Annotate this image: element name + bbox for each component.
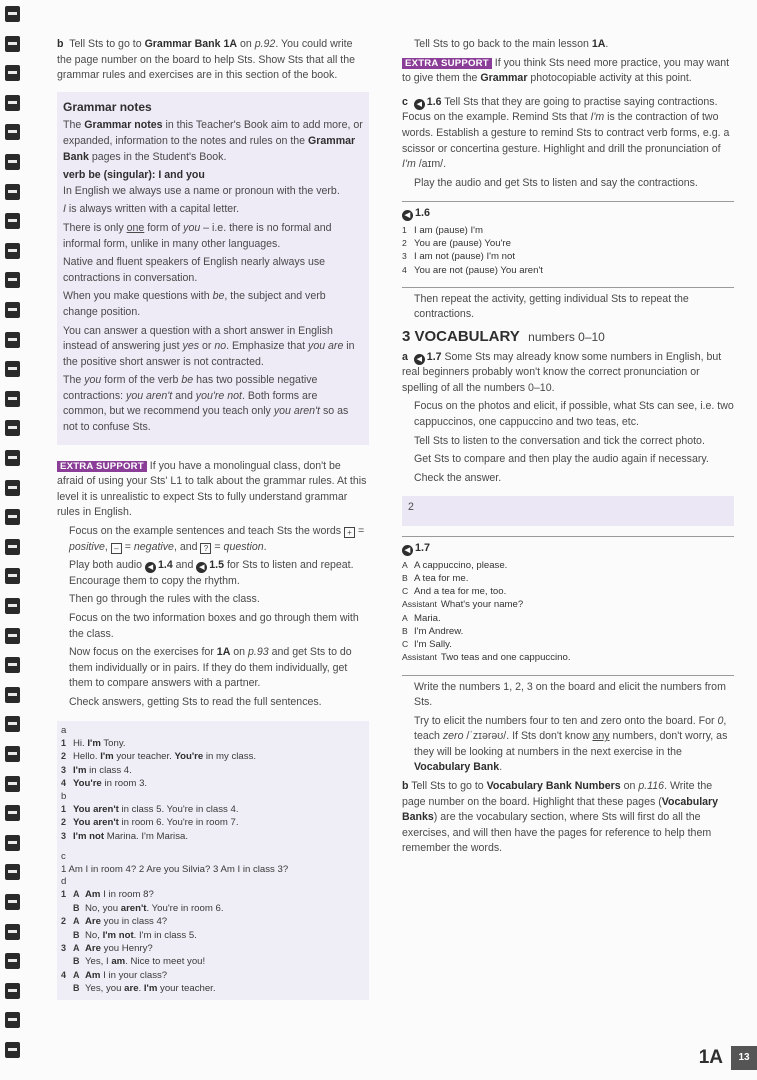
extra-support-right: EXTRA SUPPORT If you think Sts need more practice, you may want to give them the Grammar photocopiable activity at this point. bbox=[402, 56, 730, 85]
grammar-answer-key bbox=[57, 721, 369, 1000]
binding-ring bbox=[5, 480, 20, 496]
answers-d bbox=[61, 888, 365, 995]
binding-ring bbox=[5, 687, 20, 703]
step-b-vocab: b Tell Sts to go to Vocabulary Bank Numbers on p.116. Write the page number on the board. Highlight that these pages (Vocabulary Banks) are the vocabulary section, where Sts will first do all the exercises, and will then have the pages for reference to help them remember the words. bbox=[402, 780, 719, 855]
binding-ring bbox=[5, 213, 20, 229]
binding-ring bbox=[5, 539, 20, 555]
script-line: 1 I am (pause) I'm bbox=[402, 224, 484, 236]
binding-ring bbox=[5, 1042, 20, 1058]
binding-ring bbox=[5, 924, 20, 940]
script-line: B A tea for me. bbox=[402, 573, 469, 585]
binding-ring bbox=[5, 953, 20, 969]
audio-script-title: ◀ 1.7 bbox=[402, 541, 734, 557]
binding-ring bbox=[5, 184, 20, 200]
divider bbox=[402, 201, 734, 202]
binding-ring bbox=[5, 835, 20, 851]
section-heading: 3 VOCABULARY numbers 0–10 bbox=[402, 327, 605, 345]
script-line: 3 I am not (pause) I'm not bbox=[402, 251, 516, 263]
answer-row: 2 A Are you in class 4? bbox=[61, 916, 168, 928]
answer-row: B Yes, I am. Nice to meet you! bbox=[73, 956, 206, 968]
grammar-notes-intro: The Grammar notes in this Teacher's Book aim to add more, or expanded, information to the notes and rules on the Grammar Bank pages in the Student's Book. bbox=[63, 119, 363, 163]
binding-ring bbox=[5, 420, 20, 436]
binding-ring bbox=[5, 124, 20, 140]
note-p1: In English we always use a name or pronoun with the verb. bbox=[63, 184, 340, 197]
binding-ring bbox=[5, 36, 20, 52]
spiral-binding bbox=[0, 0, 26, 1080]
binding-ring bbox=[5, 894, 20, 910]
step-b: b Tell Sts to go to Grammar Bank 1A on p.92. You could write the page number on the board to help Sts. Show Sts that all the grammar rules and exercises are in this section of the book. bbox=[57, 38, 355, 82]
listen-instruction: Tell Sts to listen to the conversation and tick the correct photo. bbox=[414, 434, 705, 447]
binding-ring bbox=[5, 509, 20, 525]
extra-support-left: EXTRA SUPPORT If you have a monolingual class, don't be afraid of using your Sts' L1 to talk about the grammar rules. At this level it is unrealistic to expect Sts to fully understand grammar rules in English. bbox=[57, 459, 367, 519]
binding-ring bbox=[5, 361, 20, 377]
binding-ring bbox=[5, 302, 20, 318]
answer-row: 3 I'm not Marina. I'm Marisa. bbox=[61, 830, 188, 842]
answer-row: 1 A Am I in room 8? bbox=[61, 889, 154, 901]
question-box-icon: ? bbox=[200, 543, 211, 554]
answer-row: 2 You aren't in room 6. You're in room 7. bbox=[61, 817, 239, 829]
audio-script-title: ◀ 1.6 bbox=[402, 206, 734, 222]
binding-ring bbox=[5, 391, 20, 407]
script-line: A Maria. bbox=[402, 612, 441, 624]
answers-a bbox=[61, 737, 365, 791]
back-instruction: Tell Sts to go back to the main lesson 1A. bbox=[414, 38, 609, 50]
binding-ring bbox=[5, 628, 20, 644]
focus-instruction: Focus on the example sentences and teach Sts the words + = positive, – = negative, and ? = question. bbox=[69, 525, 365, 553]
audio-icon: ◀ bbox=[145, 562, 156, 573]
binding-ring bbox=[5, 154, 20, 170]
binding-ring bbox=[5, 272, 20, 288]
answer-section-label: b bbox=[61, 790, 67, 802]
script-line: C And a tea for me, too. bbox=[402, 586, 507, 598]
answer-row: 4 A Am I in your class? bbox=[61, 969, 168, 981]
page-number: 13 bbox=[731, 1046, 757, 1070]
note-p1b: I is always written with a capital letter. bbox=[63, 203, 240, 216]
audio-icon: ◀ bbox=[414, 99, 425, 110]
check-answer-instruction: Check the answer. bbox=[414, 471, 502, 484]
binding-ring bbox=[5, 598, 20, 614]
script-line: B I'm Andrew. bbox=[402, 625, 464, 637]
answer-row: 1 Hi. I'm Tony. bbox=[61, 737, 126, 749]
audio-icon: ◀ bbox=[196, 562, 207, 573]
now-instruction: Now focus on the exercises for 1A on p.93 and get Sts to do them individually or in pairs. If they do them individually, get them to compare answers with a partner. bbox=[69, 646, 352, 690]
binding-ring bbox=[5, 776, 20, 792]
grammar-notes-title: Grammar notes bbox=[63, 99, 152, 114]
binding-ring bbox=[5, 6, 20, 22]
step-a: a ◀ 1.7 Some Sts may already know some numbers in English, but real beginners probably won't know the correct pronunciation or spelling of all the numbers 0–10. bbox=[402, 350, 722, 394]
try-instruction: Try to elicit the numbers four to ten and zero onto the board. For 0, teach zero /ˈzɪərəʊ/. If Sts don't know any numbers, don't worry, as they will be looking at numbers in the next exercise in the Vocabulary Bank. bbox=[414, 714, 728, 774]
note-p4: When you make questions with be, the subject and verb change position. bbox=[63, 290, 326, 318]
check-instruction: Check answers, getting Sts to read the full sentences. bbox=[69, 695, 322, 708]
answer-section-label: a bbox=[61, 724, 67, 736]
note-p5: You can answer a question with a short answer in English instead of answering just yes or no. Emphasize that you are in the positive short answer is not contracted. bbox=[63, 324, 355, 368]
then-instruction: Then go through the rules with the class. bbox=[69, 593, 260, 606]
plus-box-icon: + bbox=[344, 527, 355, 538]
answer-box: 2 bbox=[402, 496, 734, 526]
binding-ring bbox=[5, 746, 20, 762]
script-line: Assistant Two teas and one cappuccino. bbox=[402, 652, 571, 664]
script-line: C I'm Sally. bbox=[402, 639, 452, 651]
divider bbox=[402, 287, 734, 288]
answers-c: 1 Am I in room 4? 2 Are you Silvia? 3 Am I in class 3? bbox=[61, 863, 289, 875]
binding-ring bbox=[5, 568, 20, 584]
right-column bbox=[402, 37, 734, 860]
script-line: Assistant What's your name? bbox=[402, 599, 524, 611]
binding-ring bbox=[5, 983, 20, 999]
audio-icon: ◀ bbox=[402, 210, 413, 221]
binding-ring bbox=[5, 243, 20, 259]
play-audio-instruction: Play the audio and get Sts to listen and say the contractions. bbox=[414, 176, 698, 189]
binding-ring bbox=[5, 95, 20, 111]
answer-row: B Yes, you are. I'm your teacher. bbox=[73, 983, 216, 995]
binding-ring bbox=[5, 1012, 20, 1028]
answer-row: 2 Hello. I'm your teacher. You're in my class. bbox=[61, 751, 257, 763]
extra-support-tag: EXTRA SUPPORT bbox=[57, 461, 147, 472]
note-p2: There is only one form of you – i.e. there is no formal and informal form, unlike in many other languages. bbox=[63, 221, 332, 250]
script-line: 4 You are not (pause) You aren't bbox=[402, 264, 543, 276]
binding-ring bbox=[5, 657, 20, 673]
grammar-notes-box bbox=[57, 92, 369, 445]
divider bbox=[402, 675, 734, 676]
script-line: A A cappuccino, please. bbox=[402, 559, 508, 571]
binding-ring bbox=[5, 65, 20, 81]
answer-row: B No, I'm not. I'm in class 5. bbox=[73, 929, 197, 941]
note-p6: The you form of the verb be has two possible negative contractions: you aren't and you're not. Both forms are common, but we recommend you teach only you aren't so as not to confuse Sts. bbox=[63, 374, 349, 434]
lesson-label: 1A bbox=[698, 1047, 723, 1068]
script-line: 2 You are (pause) You're bbox=[402, 238, 511, 250]
minus-box-icon: – bbox=[111, 543, 122, 554]
audio-icon: ◀ bbox=[414, 354, 425, 365]
audio-script-1-7 bbox=[402, 559, 734, 665]
grammar-subtitle: verb be (singular): I and you bbox=[63, 169, 205, 182]
binding-ring bbox=[5, 450, 20, 466]
answer-section-label: c bbox=[61, 851, 66, 863]
compare-instruction: Get Sts to compare and then play the audio again if necessary. bbox=[414, 453, 709, 466]
answer-section-label: d bbox=[61, 876, 67, 888]
audio-script-1-6 bbox=[402, 224, 734, 277]
answer-row: 4 You're in room 3. bbox=[61, 778, 148, 790]
step-c: c ◀ 1.6 Tell Sts that they are going to practise saying contractions. Focus on the example. Remind Sts that I'm is the contraction of two words. Establish a gesture to remind Sts to contract verb forms, e.g. a scissor or concertina gesture. Highlight and drill the pronunciation of I'm /aɪm/. bbox=[402, 95, 730, 171]
answer-row: 1 You aren't in class 5. You're in class 4. bbox=[61, 804, 239, 815]
repeat-instruction: Then repeat the activity, getting individual Sts to repeat the contractions. bbox=[414, 292, 689, 321]
answer-row: 3 I'm in class 4. bbox=[61, 764, 132, 776]
answers-b bbox=[61, 803, 365, 843]
binding-ring bbox=[5, 716, 20, 732]
answer-row: 3 A Are you Henry? bbox=[61, 943, 153, 955]
page-footer bbox=[699, 1046, 757, 1070]
answer-row: B No, you aren't. You're in room 6. bbox=[73, 902, 224, 914]
boxes-instruction: Focus on the two information boxes and go through them with the class. bbox=[69, 612, 359, 640]
binding-ring bbox=[5, 332, 20, 348]
divider bbox=[402, 536, 734, 537]
binding-ring bbox=[5, 805, 20, 821]
photos-instruction: Focus on the photos and elicit, if possible, what Sts can see, i.e. two cappuccinos, one cappuccino and two teas, etc. bbox=[414, 400, 734, 428]
write-instruction: Write the numbers 1, 2, 3 on the board and elicit the numbers from Sts. bbox=[414, 680, 726, 709]
binding-ring bbox=[5, 864, 20, 880]
extra-support-tag: EXTRA SUPPORT bbox=[402, 58, 492, 69]
audio-icon: ◀ bbox=[402, 545, 413, 556]
play-instruction: Play both audio ◀ 1.4 and ◀ 1.5 for Sts to listen and repeat. Encourage them to copy the rhythm. bbox=[69, 559, 354, 587]
note-p3: Native and fluent speakers of English nearly always use contractions in conversation. bbox=[63, 256, 326, 284]
left-column bbox=[57, 37, 369, 1000]
